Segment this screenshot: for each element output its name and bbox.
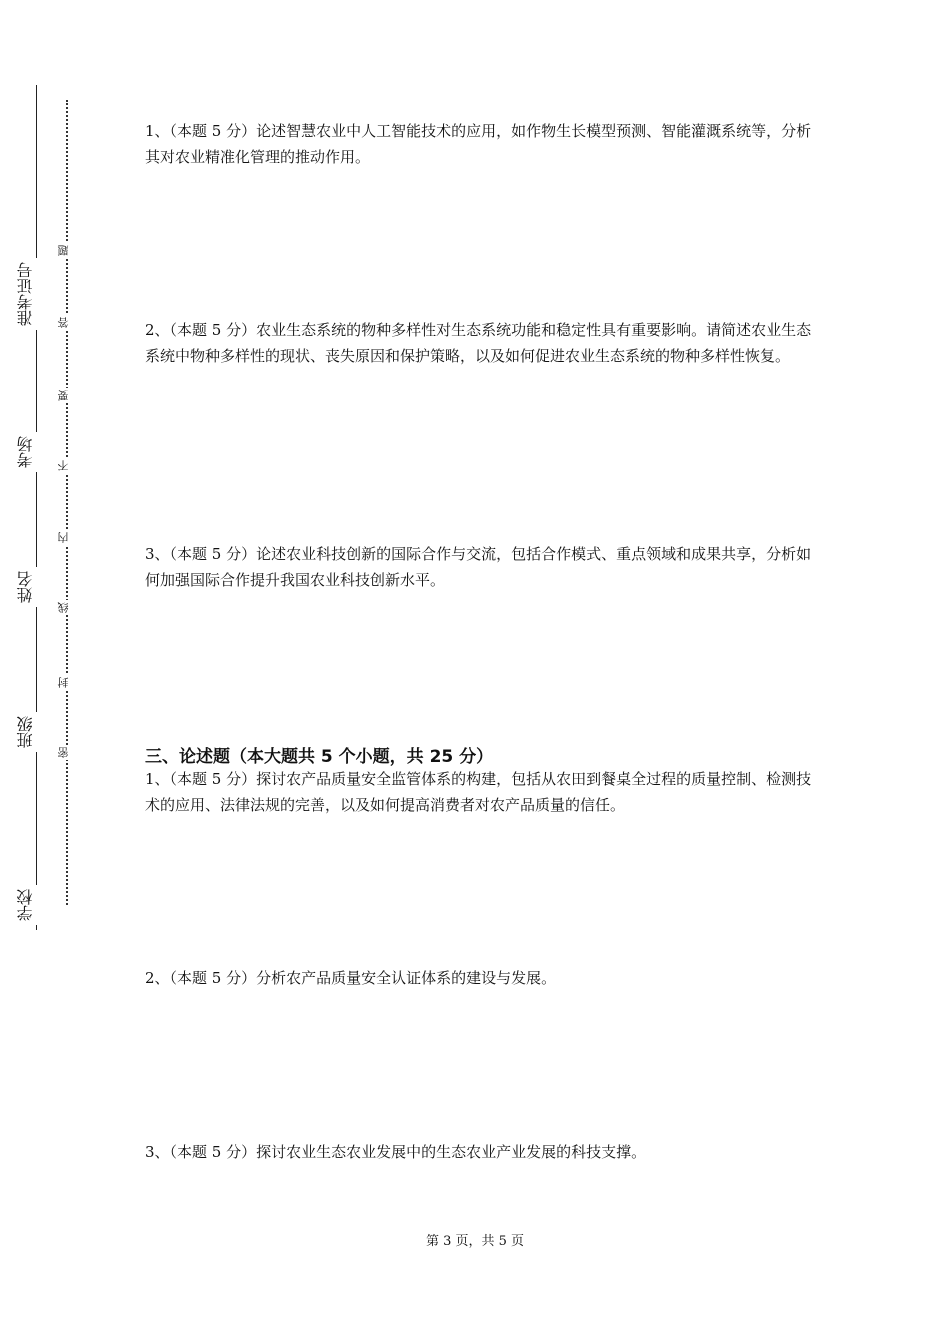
question-text: 2、（本题 5 分）分析农产品质量安全认证体系的建设与发展。: [145, 969, 557, 987]
question-text: 2、（本题 5 分）农业生态系统的物种多样性对生态系统功能和稳定性具有重要影响。请简述农业生态系统中物种多样性的现状、丧失原因和保护策略，以及如何促进农业生态系统的物种多样性恢复。: [145, 321, 812, 365]
question-text: 1、（本题 5 分）论述智慧农业中人工智能技术的应用，如作物生长模型预测、智能灌溉系统等，分析其对农业精准化管理的推动作用。: [145, 122, 812, 166]
field-class-label: 班级: [18, 712, 58, 752]
field-name-label: 姓名: [18, 567, 58, 607]
section-title: 三、论述题（本大题共 5 个小题，共 25 分）: [145, 747, 494, 767]
question-text: 1、（本题 5 分）探讨农产品质量安全监管体系的构建，包括从农田到餐桌全过程的质量控制、检测技术的应用、法律法规的完善，以及如何提高消费者对农产品质量的信任。: [145, 770, 812, 814]
field-exam-number-label: 准考证号: [18, 258, 58, 330]
seal-char: 答: [58, 315, 76, 330]
binding-margin: [0, 0, 100, 1344]
field-exam-room-label: 考场: [18, 432, 58, 472]
seal-dotted-line: [66, 100, 68, 905]
fill-in-line: [36, 85, 37, 930]
seal-char: 密: [58, 745, 76, 760]
field-school-label: 学校: [18, 885, 58, 925]
seal-char: 要: [58, 388, 76, 403]
question-text: 3、（本题 5 分）探讨农业生态农业发展中的生态农业产业发展的科技支撑。: [145, 1143, 647, 1161]
seal-char: 内: [58, 530, 76, 545]
seal-char: 不: [58, 458, 76, 473]
page-number: 第 3 页，共 5 页: [425, 1234, 525, 1249]
seal-char: 线: [58, 600, 76, 615]
question-text: 3、（本题 5 分）论述农业科技创新的国际合作与交流，包括合作模式、重点领域和成果共享，分析如何加强国际合作提升我国农业科技创新水平。: [145, 545, 812, 589]
seal-char: 题: [58, 243, 76, 258]
seal-char: 封: [58, 675, 76, 690]
